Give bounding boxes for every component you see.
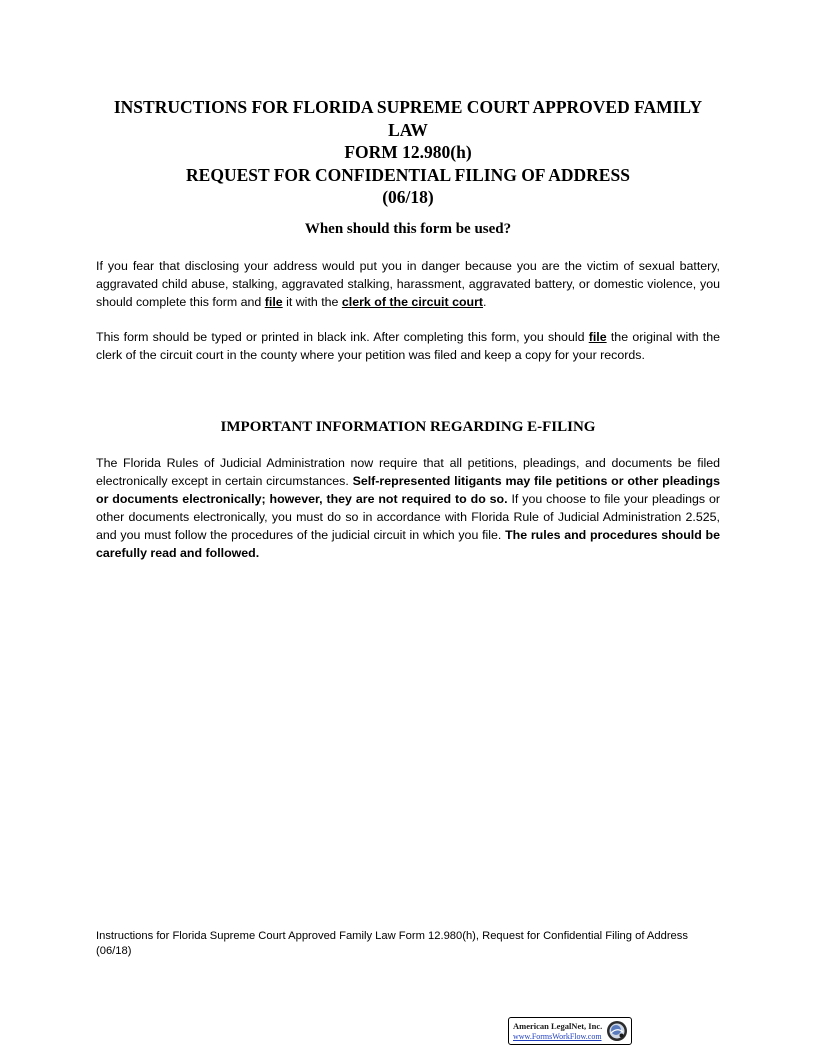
file-term-link-2[interactable]: file <box>588 330 607 344</box>
badge-company-name: American LegalNet, Inc. <box>513 1021 603 1031</box>
efiling-text-a: The Florida Rules of Judicial Administration now require that all petitions, pleadings, and documents be filed electronically except in certain circumstances. <box>96 456 720 488</box>
document-title <box>96 96 720 209</box>
usage-paragraph-2-text-a: This form should be typed or printed in black ink. After completing this form, you should <box>96 330 589 344</box>
efiling-paragraph <box>96 454 720 562</box>
clerk-term-link[interactable]: clerk of the circuit court <box>341 295 484 309</box>
section-heading-efiling: IMPORTANT INFORMATION REGARDING E-FILING <box>220 419 596 435</box>
title-line-4: (06/18) <box>382 187 434 207</box>
file-term-link[interactable]: file <box>264 295 283 309</box>
efiling-bold-a: Self-represented litigants may file petitions or other pleadings or documents electronically; however, they are not required to do so. <box>96 474 720 506</box>
efiling-bold-b: The rules and procedures should be carefully read and followed. <box>96 528 721 560</box>
page-footer: Instructions for Florida Supreme Court Approved Family Law Form 12.980(h), Request for Confidential Filing of Address (06/18) <box>96 930 688 957</box>
globe-logo-icon <box>606 1020 628 1042</box>
title-line-1: INSTRUCTIONS FOR FLORIDA SUPREME COURT APPROVED FAMILY LAW <box>113 97 703 140</box>
badge-website-link[interactable]: www.FormsWorkFlow.com <box>513 1032 602 1041</box>
americanlegalnet-badge[interactable] <box>508 1017 632 1045</box>
title-line-3: REQUEST FOR CONFIDENTIAL FILING OF ADDRESS <box>186 164 630 185</box>
usage-paragraph-1-text-b: it with the <box>282 295 342 309</box>
section-heading-usage: When should this form be used? <box>304 221 512 237</box>
usage-paragraph-2 <box>96 328 720 364</box>
title-line-2: FORM 12.980(h) <box>344 142 472 162</box>
usage-paragraph-1-text-c: . <box>483 295 487 309</box>
usage-paragraph-1 <box>96 257 720 311</box>
efiling-text-b: If you choose to file your pleadings or other documents electronically, you must do so in accordance with Florida Rule of Judicial Administration 2.525, and you must follow the procedures of the judicial circuit in which you file. <box>96 492 720 542</box>
usage-paragraph-2-text-b: the original with the clerk of the circuit court in the county where your petition was filed and keep a copy for your records. <box>96 330 720 362</box>
usage-paragraph-1-text-a: If you fear that disclosing your address would put you in danger because you are the victim of sexual battery, aggravated child abuse, stalking, aggravated stalking, harassment, aggravated battery, or domestic violence, you should complete this form and <box>96 259 720 309</box>
